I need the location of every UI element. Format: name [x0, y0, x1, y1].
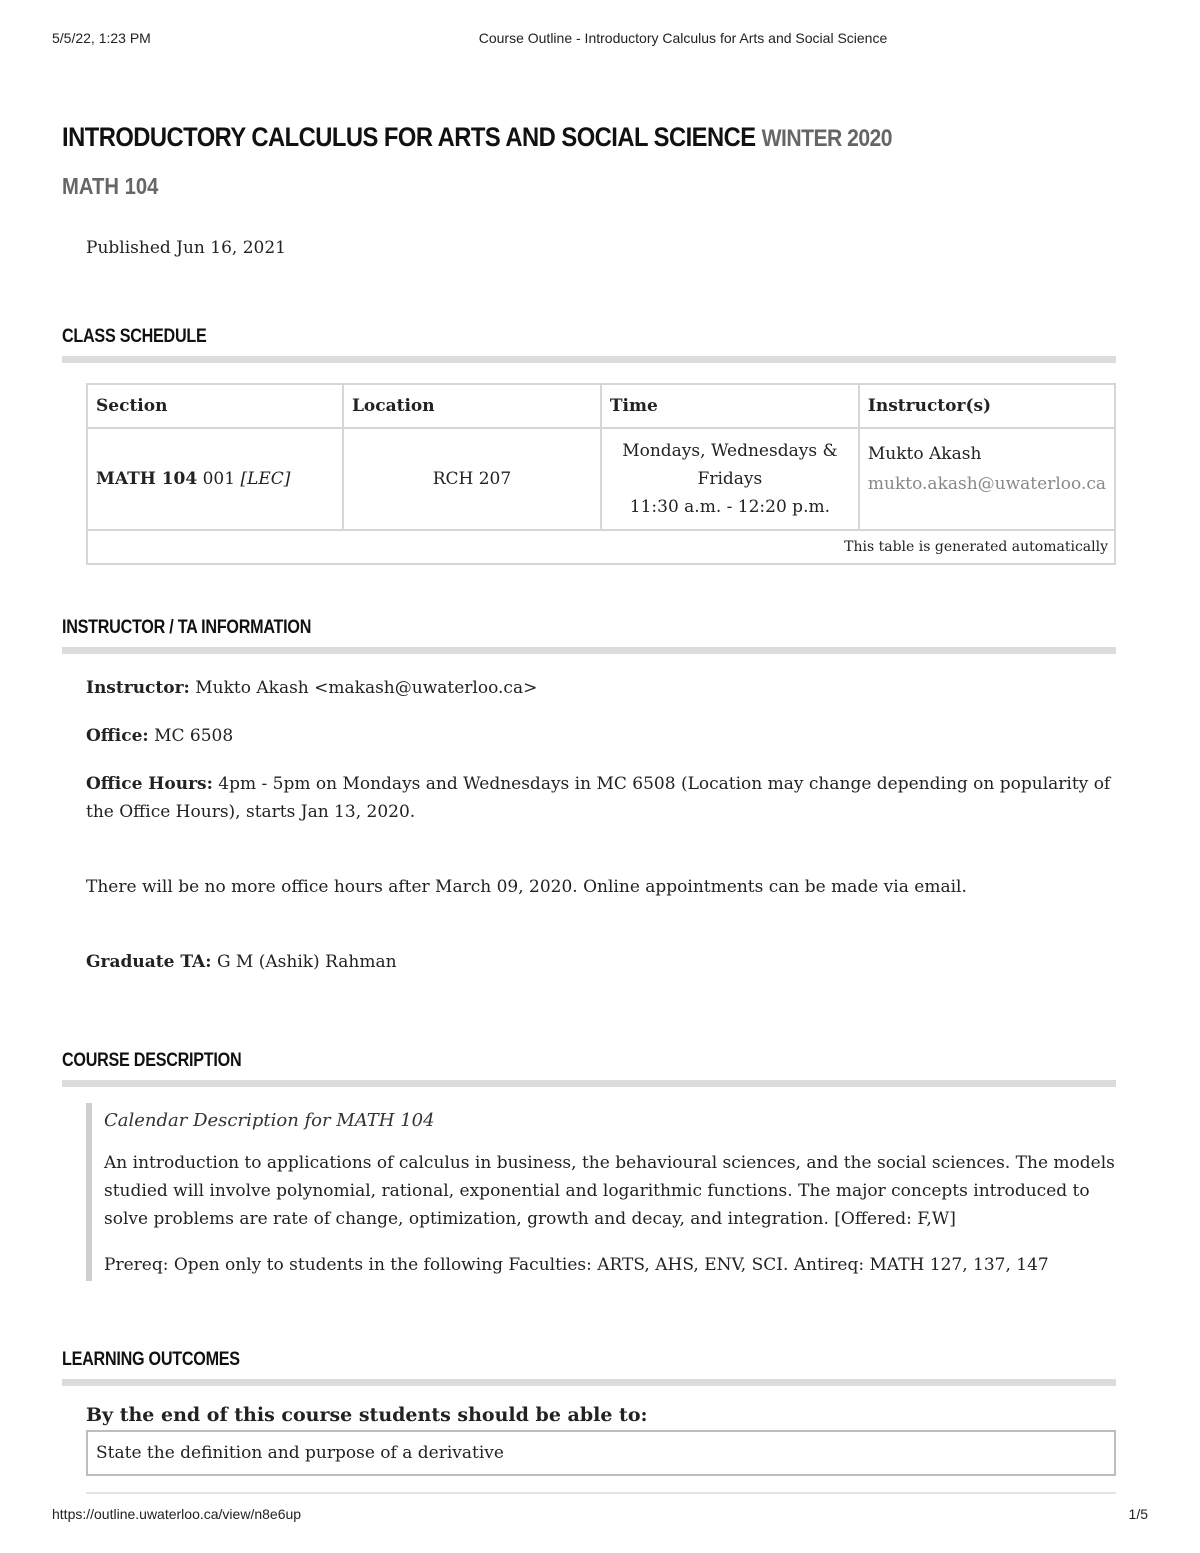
graduate-ta-line [86, 948, 1116, 976]
instructor-cell [859, 428, 1115, 530]
table-row [87, 428, 1115, 530]
learning-outcomes-lead: By the end of this course students should be able to: [86, 1404, 648, 1426]
meeting-time: 11:30 a.m. - 12:20 p.m. [629, 497, 830, 517]
column-header-section: Section [87, 384, 343, 428]
office-value: MC 6508 [154, 726, 234, 746]
office-hours-value: 4pm - 5pm on Mondays and Wednesdays in MC 6508 (Location may change depending on popularity of the Office Hours), starts Jan 13, 2020. [86, 774, 1111, 822]
office-line [86, 722, 1116, 750]
column-header-location: Location [343, 384, 601, 428]
calendar-description-body: An introduction to applications of calculus in business, the behavioural sciences, and the social sciences. The models studied will involve polynomial, rational, exponential and logarithmic functions. The major concepts introduced to solve problems are rate of change, optimization, growth and decay, and integration. [Offered: F,W] [104, 1153, 1115, 1229]
instructor-label: Instructor: [86, 678, 190, 698]
table-note-row [87, 530, 1115, 564]
calendar-description-quote [86, 1103, 1116, 1281]
learning-outcomes-heading: LEARNING OUTCOMES [62, 1349, 1116, 1386]
table-header-row [87, 384, 1115, 428]
section-cell [87, 428, 343, 530]
published-date: Published Jun 16, 2021 [86, 238, 286, 258]
office-hours-line [86, 770, 1116, 826]
office-label: Office: [86, 726, 149, 746]
instructor-line [86, 674, 1116, 702]
section-type: [LEC] [240, 469, 291, 489]
calendar-description-title: Calendar Description for MATH 104 [104, 1110, 435, 1131]
print-url: https://outline.uwaterloo.ca/view/n8e6up [52, 1506, 302, 1522]
learning-outcome-item: State the definition and purpose of a derivative [86, 1430, 1116, 1476]
course-description-heading: COURSE DESCRIPTION [62, 1050, 1116, 1087]
section-code: MATH 104 [96, 469, 198, 489]
column-header-instructors: Instructor(s) [859, 384, 1115, 428]
office-hours-label: Office Hours: [86, 774, 213, 794]
print-title: Course Outline - Introductory Calculus for Arts and Social Science [478, 30, 888, 46]
office-hours-notice: There will be no more office hours after March 09, 2020. Online appointments can be made via email. [86, 877, 967, 897]
meeting-days: Mondays, Wednesdays & Fridays [622, 441, 838, 489]
instructor-name: Mukto Akash [867, 444, 982, 464]
course-code: MATH 104 [62, 173, 159, 199]
course-title: INTRODUCTORY CALCULUS FOR ARTS AND SOCIAL SCIENCE [62, 122, 756, 152]
graduate-ta-label: Graduate TA: [86, 952, 212, 972]
page-number: 1/5 [1128, 1506, 1148, 1522]
location-cell: RCH 207 [343, 428, 601, 530]
class-schedule-heading: CLASS SCHEDULE [62, 326, 1116, 363]
instructor-info-heading: INSTRUCTOR / TA INFORMATION [62, 617, 1116, 654]
print-date: 5/5/22, 1:23 PM [52, 30, 151, 46]
page-title [62, 112, 990, 164]
course-term: WINTER 2020 [761, 125, 892, 152]
table-auto-note: This table is generated automatically [87, 530, 1115, 564]
course-outline [62, 112, 1116, 1494]
instructor-email-link[interactable]: mukto.akash@uwaterloo.ca [867, 474, 1106, 494]
time-cell [601, 428, 859, 530]
column-header-time: Time [601, 384, 859, 428]
prereq-text: Prereq: Open only to students in the following Faculties: ARTS, AHS, ENV, SCI. Antireq: MATH 127, 137, 147 [104, 1255, 1049, 1275]
instructor-value: Mukto Akash <makash@uwaterloo.ca> [195, 678, 538, 698]
divider [86, 1492, 1116, 1494]
graduate-ta-value: G M (Ashik) Rahman [216, 952, 397, 972]
section-number: 001 [202, 469, 236, 489]
class-schedule-table [86, 383, 1116, 565]
